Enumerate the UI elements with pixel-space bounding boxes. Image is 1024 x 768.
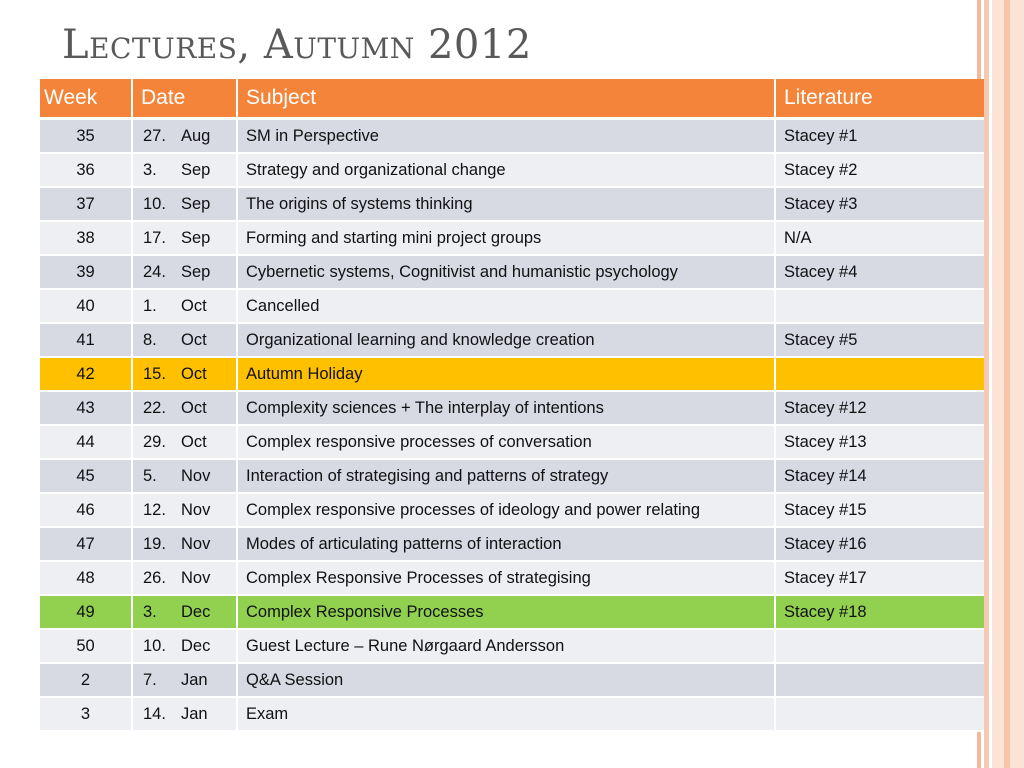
- cell-week: 38: [40, 221, 132, 255]
- cell-subject: Cybernetic systems, Cognitivist and humanistic psychology: [237, 255, 775, 289]
- cell-subject: Organizational learning and knowledge creation: [237, 323, 775, 357]
- date-month: Oct: [181, 364, 207, 383]
- date-day: 10.: [143, 636, 166, 655]
- cell-week: 36: [40, 153, 132, 187]
- table-header-row: [40, 79, 984, 119]
- cell-week: 46: [40, 493, 132, 527]
- cell-literature: Stacey #17: [775, 561, 984, 595]
- cell-week: 42: [40, 357, 132, 391]
- cell-week: 50: [40, 629, 132, 663]
- date-day: 3.: [143, 160, 157, 179]
- cell-subject: Strategy and organizational change: [237, 153, 775, 187]
- cell-week: 35: [40, 119, 132, 154]
- date-day: 29.: [143, 432, 166, 451]
- cell-week: 39: [40, 255, 132, 289]
- cell-subject: The origins of systems thinking: [237, 187, 775, 221]
- table-row: [40, 493, 984, 527]
- cell-date: [132, 663, 237, 697]
- date-month: Nov: [181, 466, 211, 485]
- table-row: [40, 187, 984, 221]
- cell-literature: [775, 289, 984, 323]
- cell-subject: Complex responsive processes of conversation: [237, 425, 775, 459]
- table-row: [40, 425, 984, 459]
- cell-date: [132, 391, 237, 425]
- date-day: 5.: [143, 466, 157, 485]
- date-day: 19.: [143, 534, 166, 553]
- cell-date: [132, 187, 237, 221]
- cell-subject: Guest Lecture – Rune Nørgaard Andersson: [237, 629, 775, 663]
- cell-subject: Forming and starting mini project groups: [237, 221, 775, 255]
- cell-date: [132, 119, 237, 154]
- date-month: Nov: [181, 500, 211, 519]
- cell-date: [132, 595, 237, 629]
- cell-literature: Stacey #12: [775, 391, 984, 425]
- date-day: 27.: [143, 126, 166, 145]
- cell-literature: [775, 663, 984, 697]
- date-day: 10.: [143, 194, 166, 213]
- table-row: [40, 459, 984, 493]
- date-day: 22.: [143, 398, 166, 417]
- cell-subject: Complex Responsive Processes: [237, 595, 775, 629]
- cell-date: [132, 629, 237, 663]
- cell-subject: Complex Responsive Processes of strategising: [237, 561, 775, 595]
- table-row: [40, 391, 984, 425]
- date-month: Jan: [181, 670, 208, 689]
- cell-date: [132, 255, 237, 289]
- date-month: Oct: [181, 330, 207, 349]
- lecture-schedule-table: [40, 79, 984, 732]
- cell-week: 47: [40, 527, 132, 561]
- cell-subject: Modes of articulating patterns of interaction: [237, 527, 775, 561]
- cell-literature: Stacey #14: [775, 459, 984, 493]
- date-month: Nov: [181, 534, 211, 553]
- cell-literature: [775, 697, 984, 731]
- cell-literature: [775, 629, 984, 663]
- cell-week: 41: [40, 323, 132, 357]
- cell-week: 49: [40, 595, 132, 629]
- date-day: 12.: [143, 500, 166, 519]
- cell-date: [132, 153, 237, 187]
- cell-week: 44: [40, 425, 132, 459]
- cell-date: [132, 323, 237, 357]
- date-month: Dec: [181, 602, 211, 621]
- date-day: 17.: [143, 228, 166, 247]
- date-day: 8.: [143, 330, 157, 349]
- column-header-literature: Literature: [775, 79, 984, 119]
- table-row: [40, 595, 984, 629]
- cell-date: [132, 561, 237, 595]
- date-month: Oct: [181, 296, 207, 315]
- date-month: Jan: [181, 704, 208, 723]
- date-day: 1.: [143, 296, 157, 315]
- cell-literature: Stacey #13: [775, 425, 984, 459]
- cell-subject: Interaction of strategising and patterns of strategy: [237, 459, 775, 493]
- cell-subject: Exam: [237, 697, 775, 731]
- cell-subject: Complex responsive processes of ideology and power relating: [237, 493, 775, 527]
- table-row: [40, 629, 984, 663]
- decorative-stripe: [984, 0, 989, 768]
- date-month: Sep: [181, 228, 211, 247]
- cell-date: [132, 493, 237, 527]
- table-row: [40, 221, 984, 255]
- date-month: Nov: [181, 568, 211, 587]
- cell-literature: Stacey #1: [775, 119, 984, 154]
- cell-literature: Stacey #15: [775, 493, 984, 527]
- cell-subject: Autumn Holiday: [237, 357, 775, 391]
- cell-literature: N/A: [775, 221, 984, 255]
- cell-week: 3: [40, 697, 132, 731]
- date-month: Oct: [181, 432, 207, 451]
- date-month: Aug: [181, 126, 211, 145]
- date-month: Sep: [181, 194, 211, 213]
- column-header-date: Date: [132, 79, 237, 119]
- cell-date: [132, 459, 237, 493]
- cell-date: [132, 357, 237, 391]
- cell-subject: SM in Perspective: [237, 119, 775, 154]
- cell-subject: Cancelled: [237, 289, 775, 323]
- cell-literature: Stacey #16: [775, 527, 984, 561]
- table-body: [40, 119, 984, 732]
- table-row: [40, 663, 984, 697]
- cell-literature: Stacey #5: [775, 323, 984, 357]
- cell-literature: Stacey #18: [775, 595, 984, 629]
- table-row: [40, 357, 984, 391]
- date-month: Dec: [181, 636, 211, 655]
- table-row: [40, 289, 984, 323]
- cell-literature: Stacey #2: [775, 153, 984, 187]
- cell-literature: Stacey #3: [775, 187, 984, 221]
- table-row: [40, 153, 984, 187]
- cell-week: 48: [40, 561, 132, 595]
- date-month: Oct: [181, 398, 207, 417]
- cell-subject: Complexity sciences + The interplay of intentions: [237, 391, 775, 425]
- table-row: [40, 323, 984, 357]
- cell-week: 40: [40, 289, 132, 323]
- date-day: 26.: [143, 568, 166, 587]
- cell-subject: Q&A Session: [237, 663, 775, 697]
- slide-title: Lectures, Autumn 2012: [62, 22, 532, 68]
- cell-week: 37: [40, 187, 132, 221]
- column-header-subject: Subject: [237, 79, 775, 119]
- table-row: [40, 697, 984, 731]
- cell-literature: Stacey #4: [775, 255, 984, 289]
- date-day: 3.: [143, 602, 157, 621]
- date-day: 15.: [143, 364, 166, 383]
- date-month: Sep: [181, 262, 211, 281]
- table-row: [40, 561, 984, 595]
- column-header-week: Week: [40, 79, 132, 119]
- cell-date: [132, 527, 237, 561]
- cell-literature: [775, 357, 984, 391]
- table-row: [40, 527, 984, 561]
- cell-week: 2: [40, 663, 132, 697]
- cell-date: [132, 697, 237, 731]
- date-day: 24.: [143, 262, 166, 281]
- cell-date: [132, 221, 237, 255]
- cell-week: 45: [40, 459, 132, 493]
- cell-week: 43: [40, 391, 132, 425]
- date-day: 7.: [143, 670, 157, 689]
- date-day: 14.: [143, 704, 166, 723]
- date-month: Sep: [181, 160, 211, 179]
- cell-date: [132, 289, 237, 323]
- table-row: [40, 119, 984, 154]
- table-row: [40, 255, 984, 289]
- decorative-stripe: [1004, 0, 1010, 768]
- cell-date: [132, 425, 237, 459]
